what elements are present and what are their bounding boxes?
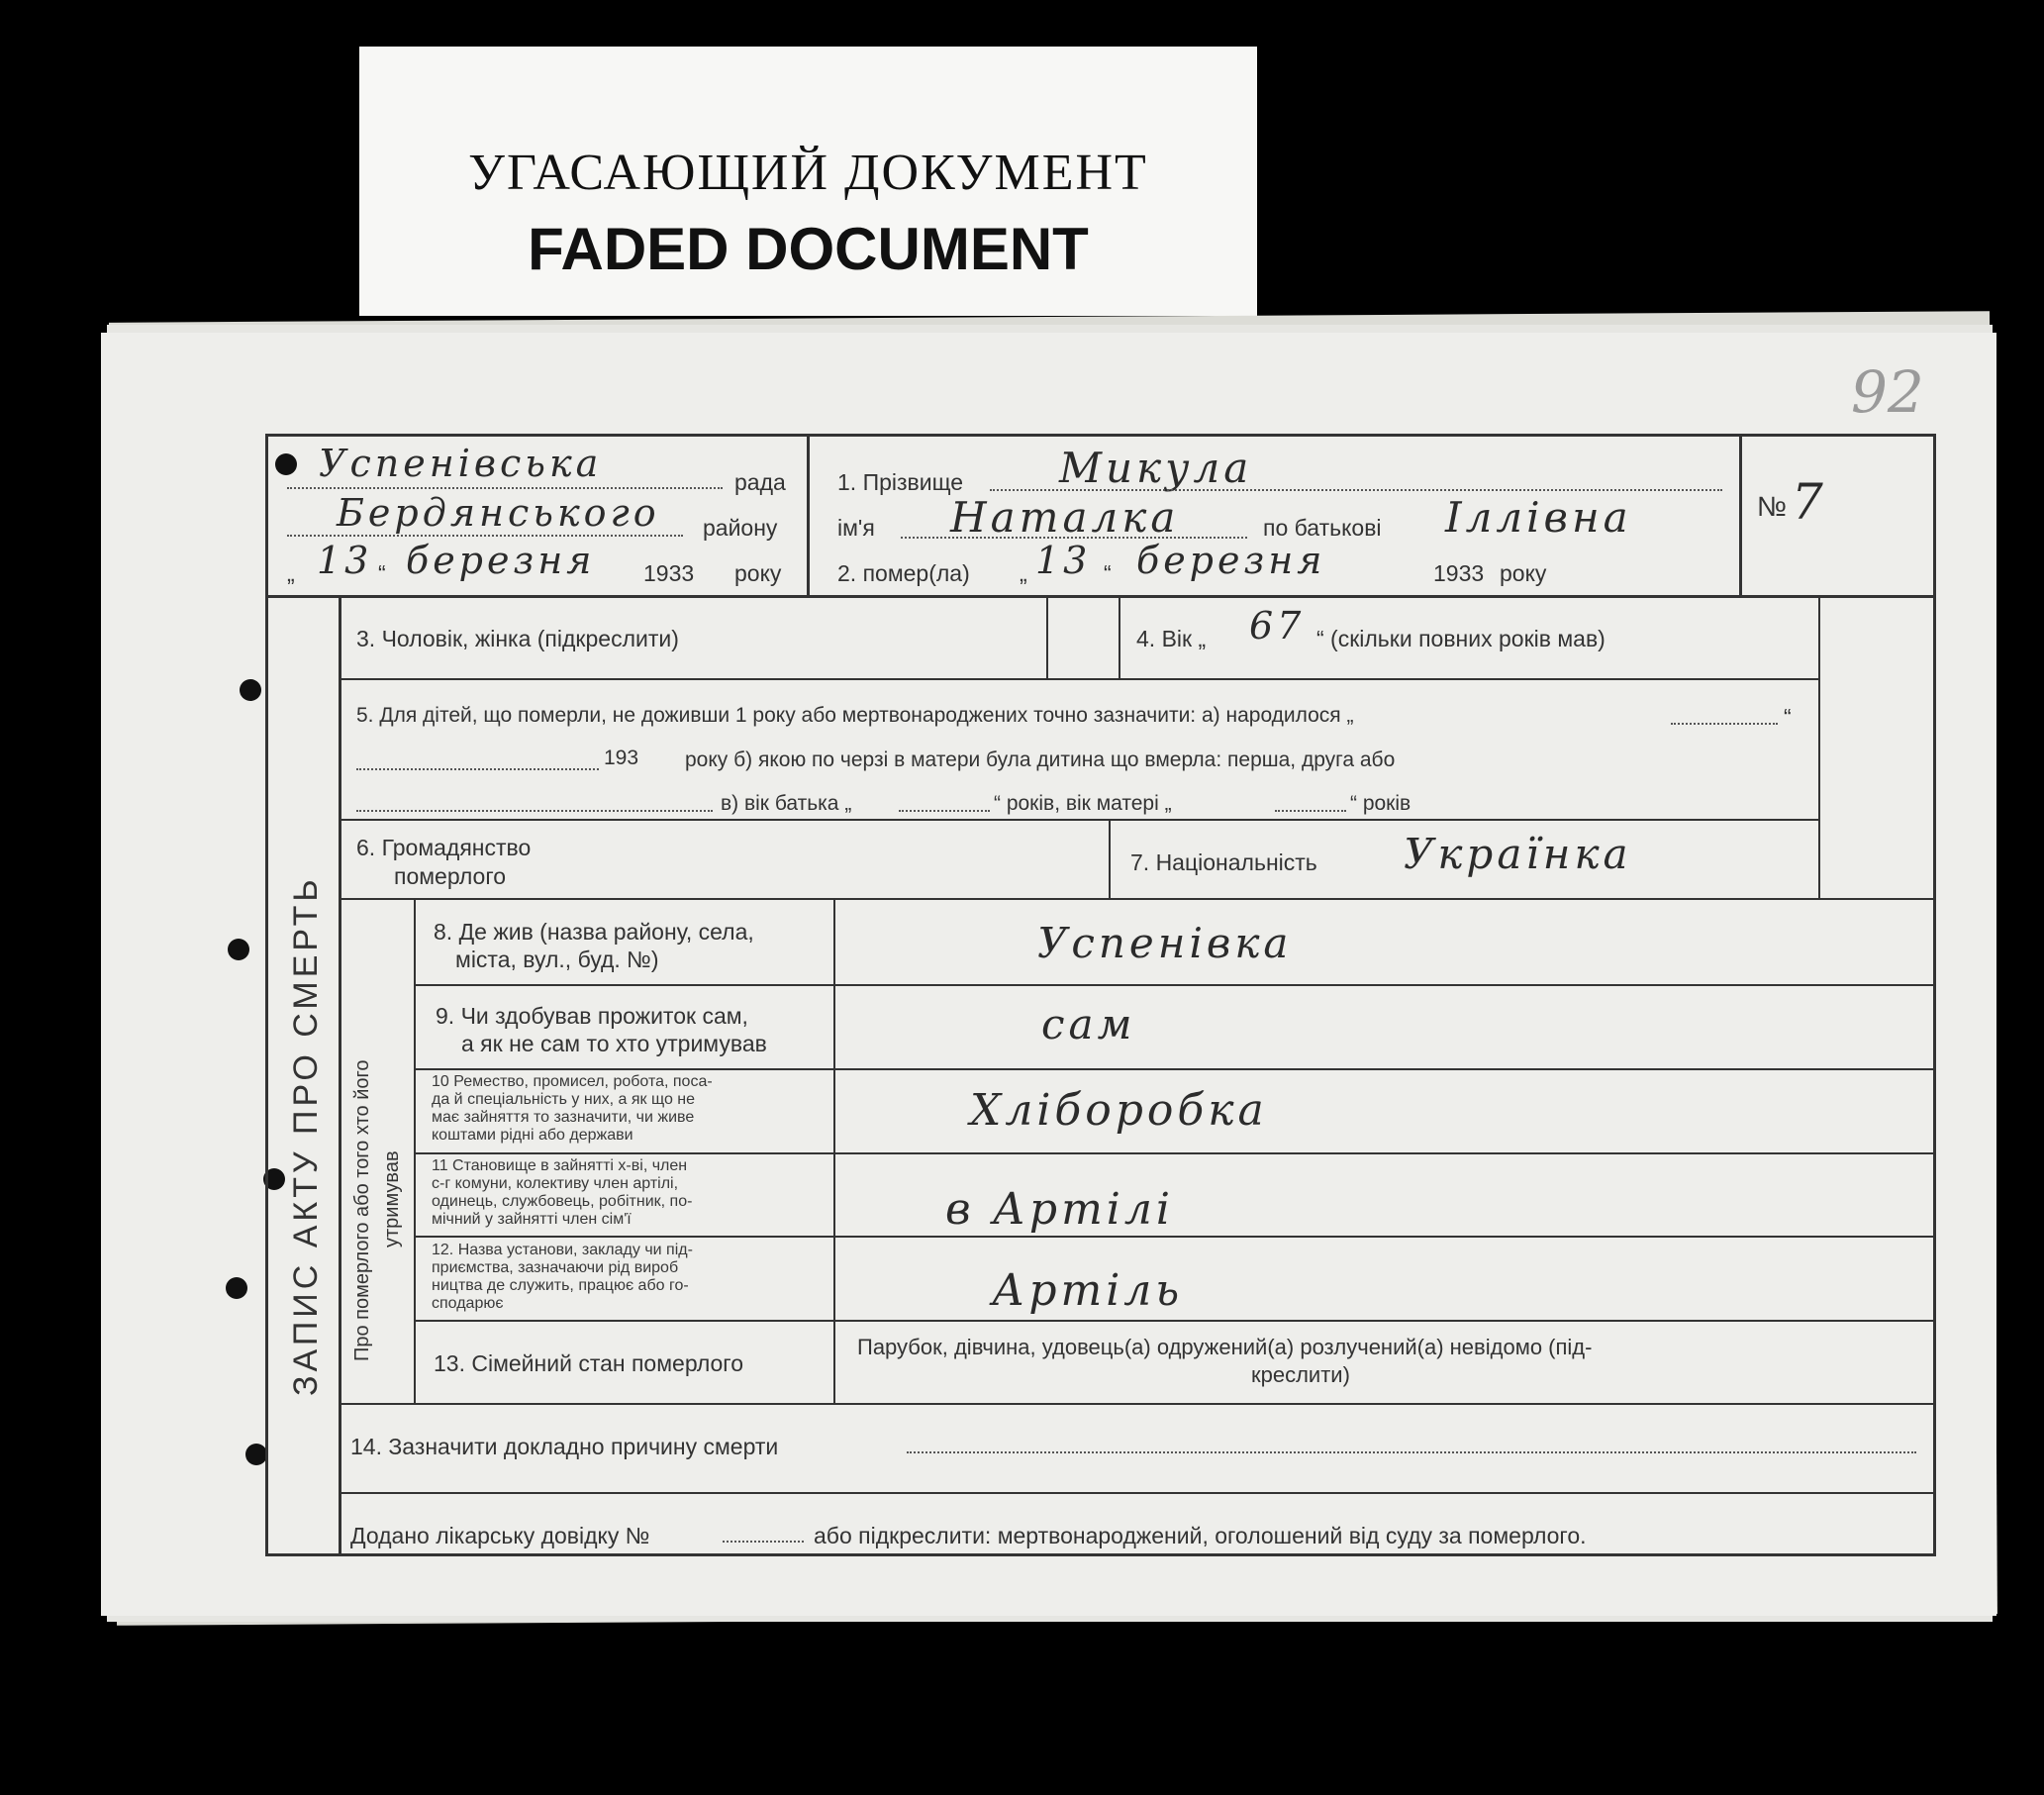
grid-line xyxy=(1119,597,1120,678)
grid-line xyxy=(339,1403,1936,1405)
death-month: березня xyxy=(1136,539,1326,582)
field-12-line1: 12. Назва установи, закладу чи під- xyxy=(432,1242,693,1258)
patronymic-value: Іллівна xyxy=(1445,493,1632,542)
grid-line xyxy=(1109,821,1111,900)
field-5-line2a: 193 xyxy=(604,747,639,769)
council-label: рада xyxy=(734,469,786,495)
field-5-line3b: “ років, вік матері „ xyxy=(994,792,1172,815)
death-year: 1933 xyxy=(1433,560,1485,586)
death-day: 13 xyxy=(1035,539,1092,582)
grid-line xyxy=(339,1492,1936,1494)
punch-hole xyxy=(245,1444,267,1465)
field-12-value: Артіль xyxy=(992,1265,1184,1316)
field-14-cause-of-death: 14. Зазначити докладно причину смерти xyxy=(350,1434,779,1459)
record-number-label: № xyxy=(1757,491,1788,522)
surname-value: Микула xyxy=(1059,444,1253,492)
field-12-line2: приємства, зазначаючи рід вироб xyxy=(432,1259,679,1276)
field-5-dots2 xyxy=(356,768,599,770)
grid-line xyxy=(416,1068,1936,1070)
field-4-age-value: 67 xyxy=(1249,604,1306,648)
side-label-line2: утримував xyxy=(381,1150,403,1247)
death-label: 2. помер(ла) xyxy=(837,560,970,586)
field-11-line1: 11 Становище в зайнятті х-ві, член xyxy=(432,1157,688,1174)
field-14-line xyxy=(907,1451,1916,1453)
grid-line xyxy=(1818,597,1820,899)
date-day: 13 xyxy=(317,539,373,582)
field-5-line2b: року б) якою по черзі в матери була дитина що вмерла: перша, друга або xyxy=(685,748,1396,771)
date-year: 1933 xyxy=(643,560,695,586)
grid-line xyxy=(265,595,1936,598)
field-8-value: Успенівка xyxy=(1037,919,1293,967)
field-4-age-label: 4. Вік „ xyxy=(1136,626,1207,651)
name-value: Наталка xyxy=(950,493,1180,542)
field-6-line1: 6. Громадянство xyxy=(356,835,532,860)
council-line xyxy=(287,487,723,489)
footer-part2: або підкреслити: мертвонароджений, оголошений від суду за померлого. xyxy=(814,1523,1587,1548)
field-13-options-line1: Парубок, дівчина, удовець(а) одружений(а) розлучений(а) невідомо (під- xyxy=(857,1335,1593,1359)
field-5-line3c: “ років xyxy=(1350,792,1411,815)
date-close-quote: “ xyxy=(378,560,386,586)
grid-line xyxy=(416,1236,1936,1238)
record-number-value: 7 xyxy=(1792,473,1827,531)
field-12-line3: ництва де служить, працює або го- xyxy=(432,1277,689,1294)
field-5-line1-end: “ xyxy=(1784,704,1792,730)
field-5-dots4 xyxy=(899,810,990,812)
grid-line xyxy=(339,597,341,1556)
field-4-age-suffix: “ (скільки повних років мав) xyxy=(1316,626,1606,651)
side-label-line1: Про померлого або того хто його xyxy=(351,1059,373,1361)
field-8-line1: 8. Де жив (назва району, села, xyxy=(434,919,754,945)
date-open-quote: „ xyxy=(287,560,295,586)
field-5-line1: 5. Для дітей, що померли, не доживши 1 року або мертвонароджених точно зазначити: а) народилося „ xyxy=(356,704,1354,727)
field-7-label: 7. Національність xyxy=(1130,849,1317,875)
field-5-line3a: в) вік батька „ xyxy=(721,792,852,815)
field-9-line1: 9. Чи здобував прожиток сам, xyxy=(436,1003,748,1029)
district-label: району xyxy=(703,515,778,541)
field-5-dots3 xyxy=(356,810,713,812)
field-10-line1: 10 Ремество, промисел, робота, поса- xyxy=(432,1073,713,1090)
grid-line xyxy=(833,898,835,1403)
field-3-sex: 3. Чоловік, жінка (підкреслити) xyxy=(356,626,679,651)
grid-line xyxy=(414,898,416,1403)
field-5-dots5 xyxy=(1275,810,1346,812)
surname-line xyxy=(990,489,1722,491)
date-month: березня xyxy=(406,539,596,582)
field-5-dots1 xyxy=(1671,723,1778,725)
death-open-quote: „ xyxy=(1020,560,1027,586)
field-13-options-line2: креслити) xyxy=(1251,1362,1350,1387)
footer-part1: Додано лікарську довідку № xyxy=(350,1523,650,1548)
death-record-form xyxy=(265,434,1936,1556)
death-suffix: року xyxy=(1500,560,1547,586)
grid-line xyxy=(1046,597,1048,678)
field-12-line4: сподарює xyxy=(432,1295,504,1312)
grid-line xyxy=(807,434,810,597)
grid-line xyxy=(416,984,1936,986)
grid-line xyxy=(416,1152,1936,1154)
surname-label: 1. Прізвище xyxy=(837,469,964,495)
field-11-value: в Артілі xyxy=(945,1184,1174,1235)
field-10-line2: да й спеціальність у них, а як що не xyxy=(432,1091,696,1108)
field-13-label: 13. Сімейний стан померлого xyxy=(434,1350,743,1376)
patronymic-label: по батькові xyxy=(1263,515,1382,541)
field-8-line2: міста, вул., буд. №) xyxy=(455,947,659,972)
field-11-line2: с-г комуни, колективу член артілі, xyxy=(432,1175,679,1192)
field-10-line4: коштами рідні або держави xyxy=(432,1127,633,1144)
field-11-line4: мічний у зайнятті член сім'ї xyxy=(432,1211,632,1228)
field-6-line2: померлого xyxy=(394,863,507,889)
district-value: Бердянського xyxy=(337,491,660,535)
death-close-quote: “ xyxy=(1104,560,1112,586)
grid-line xyxy=(1739,434,1742,597)
page-number: 92 xyxy=(1851,358,1924,426)
punch-hole xyxy=(240,679,261,701)
name-label: ім'я xyxy=(837,515,875,541)
field-9-value: сам xyxy=(1041,1000,1136,1048)
label-russian: УГАСАЮЩИЙ ДОКУМЕНТ xyxy=(468,145,1148,201)
date-suffix: року xyxy=(734,560,782,586)
council-value: Успенівська xyxy=(319,442,603,485)
grid-line xyxy=(339,678,1818,680)
grid-line xyxy=(339,898,1936,900)
grid-line xyxy=(416,1320,1936,1322)
district-line xyxy=(287,535,683,537)
field-11-line3: одинець, службовець, робітник, по- xyxy=(432,1193,693,1210)
footer-dots xyxy=(723,1541,804,1543)
label-english: FADED DOCUMENT xyxy=(528,216,1089,282)
field-10-line3: має зайняття то зазначити, чи живе xyxy=(432,1109,695,1126)
field-10-value: Хліборобка xyxy=(970,1085,1268,1136)
field-9-line2: а як не сам то хто утримував xyxy=(461,1031,767,1056)
grid-line xyxy=(339,819,1818,821)
punch-hole xyxy=(228,939,249,960)
faded-document-label xyxy=(359,47,1257,316)
form-title: ЗАПИС АКТУ ПРО СМЕРТЬ xyxy=(287,875,325,1396)
punch-hole xyxy=(226,1277,247,1299)
field-7-value: Українка xyxy=(1404,830,1632,878)
